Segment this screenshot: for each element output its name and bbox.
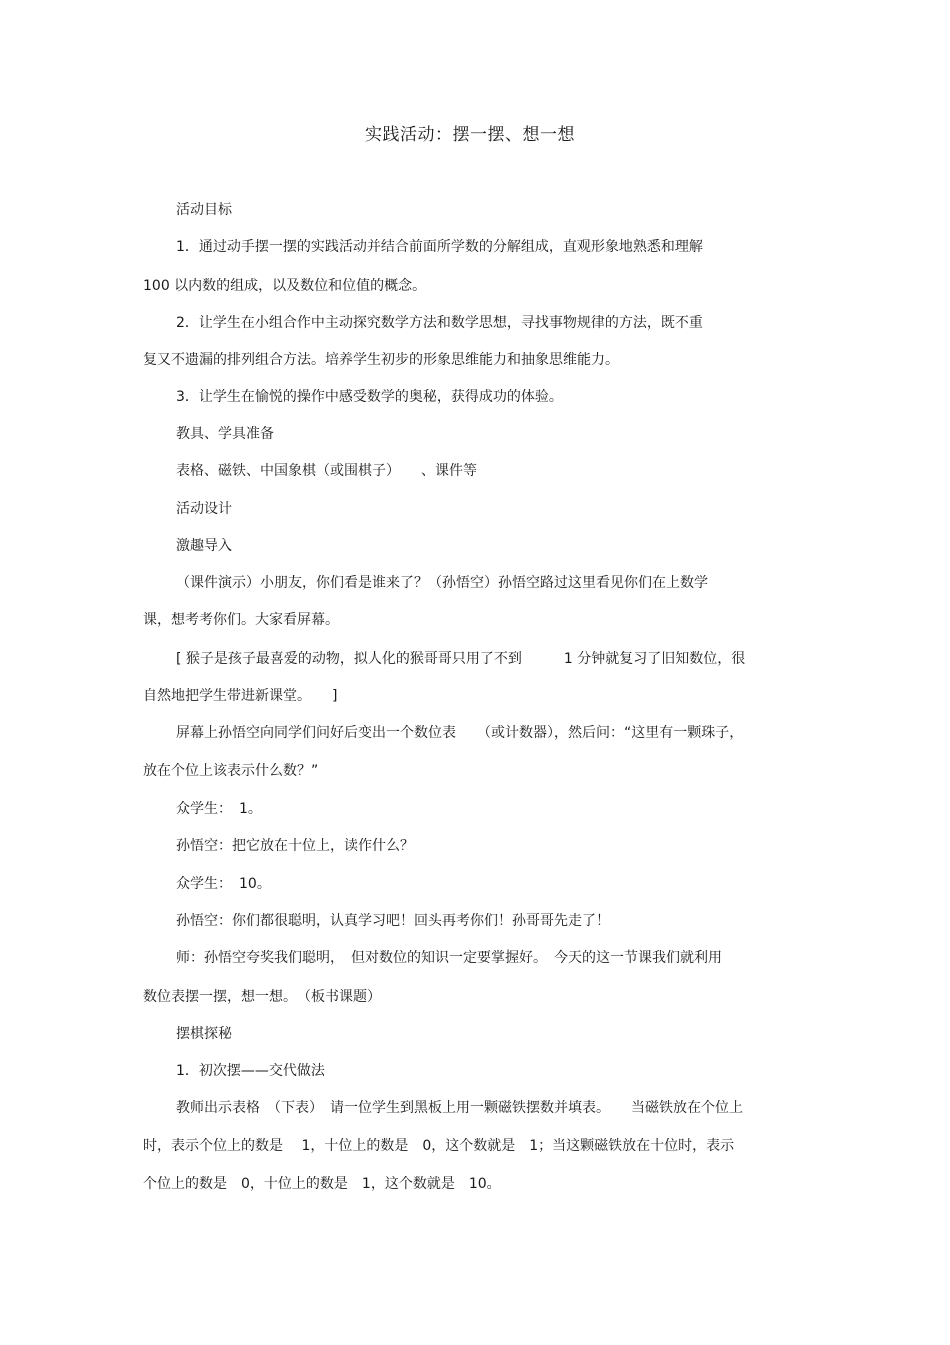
step-1-line-2: 时，表示个位上的数是 1，十位上的数是 0，这个数就是 1；当这颗磁铁放在十位时，表示 — [143, 1138, 735, 1154]
note-line-2: 自然地把学生带进新课堂。 ] — [143, 688, 338, 704]
goal-2-line-2: 复又不遗漏的排列组合方法。培养学生初步的形象思维能力和抽象思维能力。 — [143, 352, 619, 368]
heading-goals: 活动目标 — [176, 202, 232, 218]
screen-line-2: 放在个位上该表示什么数？” — [143, 763, 319, 779]
heading-activity-design: 活动设计 — [176, 501, 232, 517]
teacher-line-1: 师：孙悟空夸奖我们聪明， 但对数位的知识一定要掌握好。 今天的这一节课我们就利用 — [176, 950, 722, 966]
teacher-line-2: 数位表摆一摆，想一想。 （板书课题） — [143, 989, 381, 1005]
screen-line-1: 屏幕上孙悟空向同学们问好后变出一个数位表 （或计数器），然后问：“这里有一颗珠子， — [176, 725, 744, 741]
heading-materials: 教具、学具准备 — [176, 426, 274, 442]
goal-3: 3．让学生在愉悦的操作中感受数学的奥秘，获得成功的体验。 — [176, 389, 563, 405]
intro-line-1: （课件演示）小朋友，你们看是谁来了？（孙悟空）孙悟空路过这里看见你们在上数学 — [176, 575, 708, 591]
goal-1-line-1: 1．通过动手摆一摆的实践活动并结合前面所学数的分解组成，直观形象地熟悉和理解 — [176, 239, 703, 255]
dialogue-students-2: 众学生： 10。 — [176, 876, 271, 892]
goal-2-line-1: 2．让学生在小组合作中主动探究数学方法和数学思想，寻找事物规律的方法，既不重 — [176, 315, 703, 331]
dialogue-students-1: 众学生： 1。 — [176, 801, 262, 817]
step-1-line-1: 教师出示表格 （下表） 请一位学生到黑板上用一颗磁铁摆数并填表。 当磁铁放在个位上 — [176, 1100, 743, 1116]
heading-explore: 摆棋探秘 — [176, 1026, 232, 1042]
goal-1-line-2: 100 以内数的组成，以及数位和位值的概念。 — [143, 278, 427, 294]
step-1-line-3: 个位上的数是 0，十位上的数是 1，这个数就是 10。 — [143, 1176, 501, 1192]
heading-intro: 激趣导入 — [176, 538, 232, 554]
intro-line-2: 课，想考考你们。大家看屏幕。 — [143, 612, 339, 628]
materials-list: 表格、磁铁、中国象棋（或围棋子） 、课件等 — [176, 463, 477, 479]
dialogue-monkey-2: 孙悟空：你们都很聪明，认真学习吧！回头再考你们！孙哥哥先走了！ — [176, 913, 610, 929]
step-1-heading: 1．初次摆——交代做法 — [176, 1063, 325, 1079]
note-line-1: [ 猴子是孩子最喜爱的动物，拟人化的猴哥哥只用了不到 1 分钟就复习了旧知数位，很 — [176, 651, 746, 667]
document-title: 实践活动：摆一摆、想一想 — [365, 125, 575, 145]
dialogue-monkey-1: 孙悟空：把它放在十位上，读作什么？ — [176, 838, 414, 854]
